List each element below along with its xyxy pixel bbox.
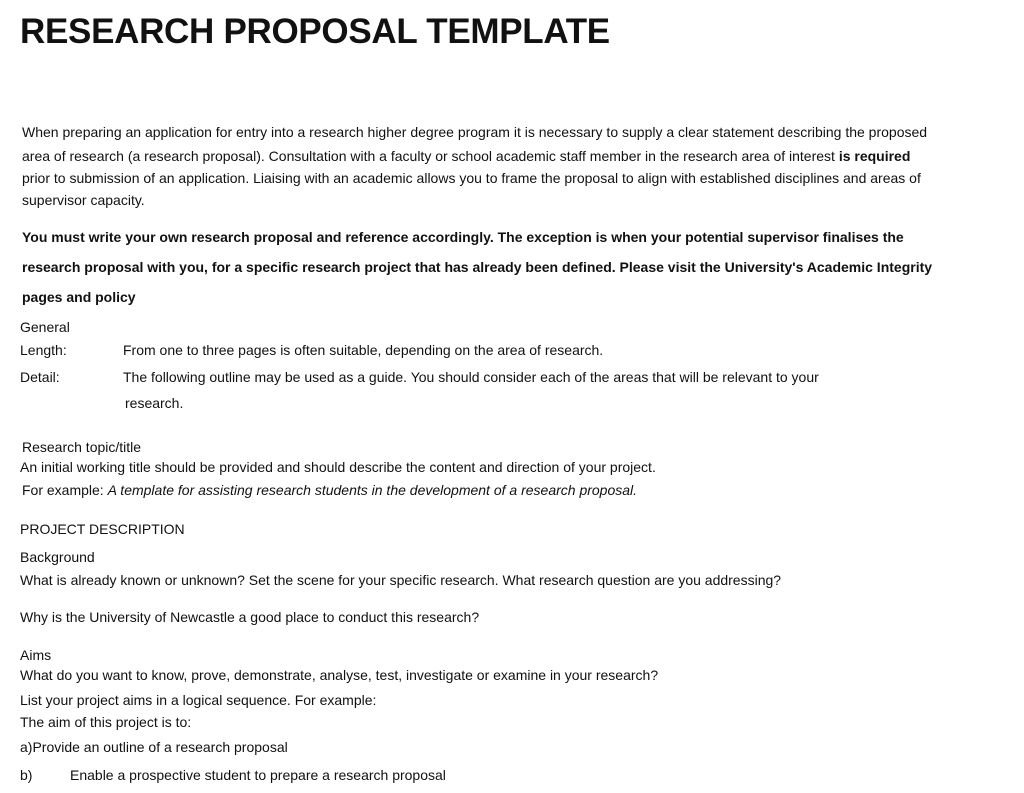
general-heading: General — [20, 319, 70, 335]
notice-line: research proposal with you, for a specific research project that has already been defined. Please visit the University's Academic Integrity — [22, 259, 933, 275]
example-title: A template for assisting research students in the development of a research proposal. — [107, 482, 638, 498]
project-heading: PROJECT DESCRIPTION — [20, 521, 185, 537]
detail-text: The following outline may be used as a guide. You should consider each of the areas that will be relevant to your — [123, 369, 819, 385]
detail-label: Detail: — [20, 369, 60, 385]
aims-item — [20, 739, 288, 755]
length-text: From one to three pages is often suitable, depending on the area of research. — [123, 342, 604, 358]
aims-text: List your project aims in a logical sequence. For example: — [20, 692, 377, 708]
intro-line-text: area of research (a research proposal). Consultation with a faculty or school academic staff member in the research area of interest — [22, 148, 839, 164]
intro-line: prior to submission of an application. Liaising with an academic allows you to frame the proposal to align with established disciplines and areas of — [22, 170, 921, 186]
detail-text: research. — [125, 395, 184, 411]
item-marker: b) — [20, 767, 33, 783]
notice-line: pages and policy — [22, 289, 136, 305]
intro-line: supervisor capacity. — [22, 192, 145, 208]
item-text: Provide an outline of a research proposal — [32, 739, 288, 755]
topic-text: An initial working title should be provided and should describe the content and direction of your project. — [20, 459, 656, 475]
intro-line: When preparing an application for entry into a research higher degree program it is necessary to supply a clear statement describing the proposed — [22, 124, 928, 140]
background-text: What is already known or unknown? Set the scene for your specific research. What research question are you addressing? — [20, 572, 782, 588]
item-marker: a) — [20, 739, 33, 755]
notice-line: You must write your own research proposal and reference accordingly. The exception is when your potential supervisor finalises the — [22, 229, 904, 245]
aims-heading: Aims — [20, 647, 52, 663]
document-title: RESEARCH PROPOSAL TEMPLATE — [20, 12, 610, 51]
background-heading: Background — [20, 549, 95, 565]
topic-heading: Research topic/title — [22, 439, 142, 455]
aims-text: The aim of this project is to: — [20, 714, 192, 730]
why-text: Why is the University of Newcastle a good place to conduct this research? — [20, 609, 480, 625]
length-label: Length: — [20, 342, 67, 358]
topic-example — [22, 482, 637, 498]
item-text: Enable a prospective student to prepare a research proposal — [70, 767, 446, 783]
intro-bold-text: is required — [838, 148, 911, 164]
example-prefix: For example: — [22, 482, 108, 498]
aims-text: What do you want to know, prove, demonstrate, analyse, test, investigate or examine in your research? — [20, 667, 659, 683]
intro-line — [22, 148, 910, 164]
